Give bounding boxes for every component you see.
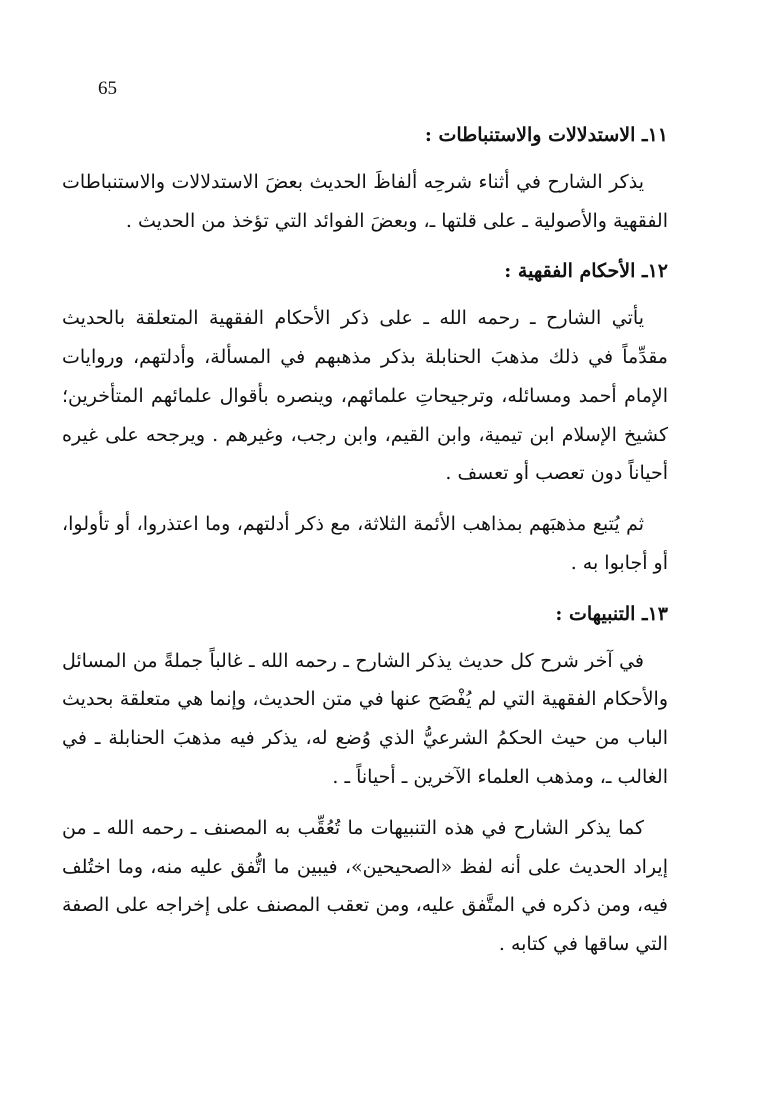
paragraph: كما يذكر الشارح في هذه التنبيهات ما تُعُقِّب به المصنف ـ رحمه الله ـ من إيراد الحديث على أنه لفظ «الصحيحين»، فيبين ما اتُّفق عليه منه، وما اختُلف فيه، ومن ذكره في المتَّفق عليه، ومن تعقب المصنف على إخراجه على الصفة التي ساقها في كتابه . [62, 816, 668, 956]
section-fiqh-rulings [62, 252, 668, 582]
paragraph: يأتي الشارح ـ رحمه الله ـ على ذكر الأحكام الفقهية المتعلقة بالحديث مقدِّماً في ذلك مذهبَ الحنابلة بذكر مذهبهم في المسألة، وأدلتهم، وروايات الإمام أحمد ومسائله، وترجيحاتِ علمائهم، وينصره بأقوال علمائهم المتأخرين؛ كشيخ الإسلام ابن تيمية، وابن القيم، وابن رجب، وغيرهم . ويرجحه على غيره أحياناً دون تعصب أو تعسف . [62, 307, 668, 485]
paragraph: ثم يُتبع مذهبَهم بمذاهب الأئمة الثلاثة، مع ذكر أدلتهم، وما اعتذروا، أو تأولوا، أو أجابوا به . [62, 513, 668, 574]
section-notes [62, 595, 668, 964]
section-heading: ١٢ـ الأحكام الفقهية : [504, 260, 668, 283]
page-number: 65 [98, 78, 117, 99]
paragraph: في آخر شرح كل حديث يذكر الشارح ـ رحمه الله ـ غالباً جملةً من المسائل والأحكام الفقهية التي لم يُفْصَح عنها في متن الحديث، وإنما هي متعلقة بحديث الباب من حيث الحكمُ الشرعيُّ الذي وُضع له، يذكر فيه مذهبَ الحنابلة ـ في الغالب ـ، ومذهب العلماء الآخرين ـ أحياناً ـ . [62, 649, 668, 788]
paragraph: يذكر الشارح في أثناء شرحِه ألفاظَ الحديث بعضَ الاستدلالات والاستنباطات الفقهية والأصولية ـ على قلتها ـ، وبعضَ الفوائد التي تؤخذ من الحديث . [62, 170, 668, 232]
section-heading: ١٣ـ التنبيهات : [555, 602, 668, 625]
section-inferences [62, 116, 668, 240]
section-heading: ١١ـ الاستدلالات والاستنباطات : [424, 124, 668, 146]
page-body [62, 108, 668, 976]
